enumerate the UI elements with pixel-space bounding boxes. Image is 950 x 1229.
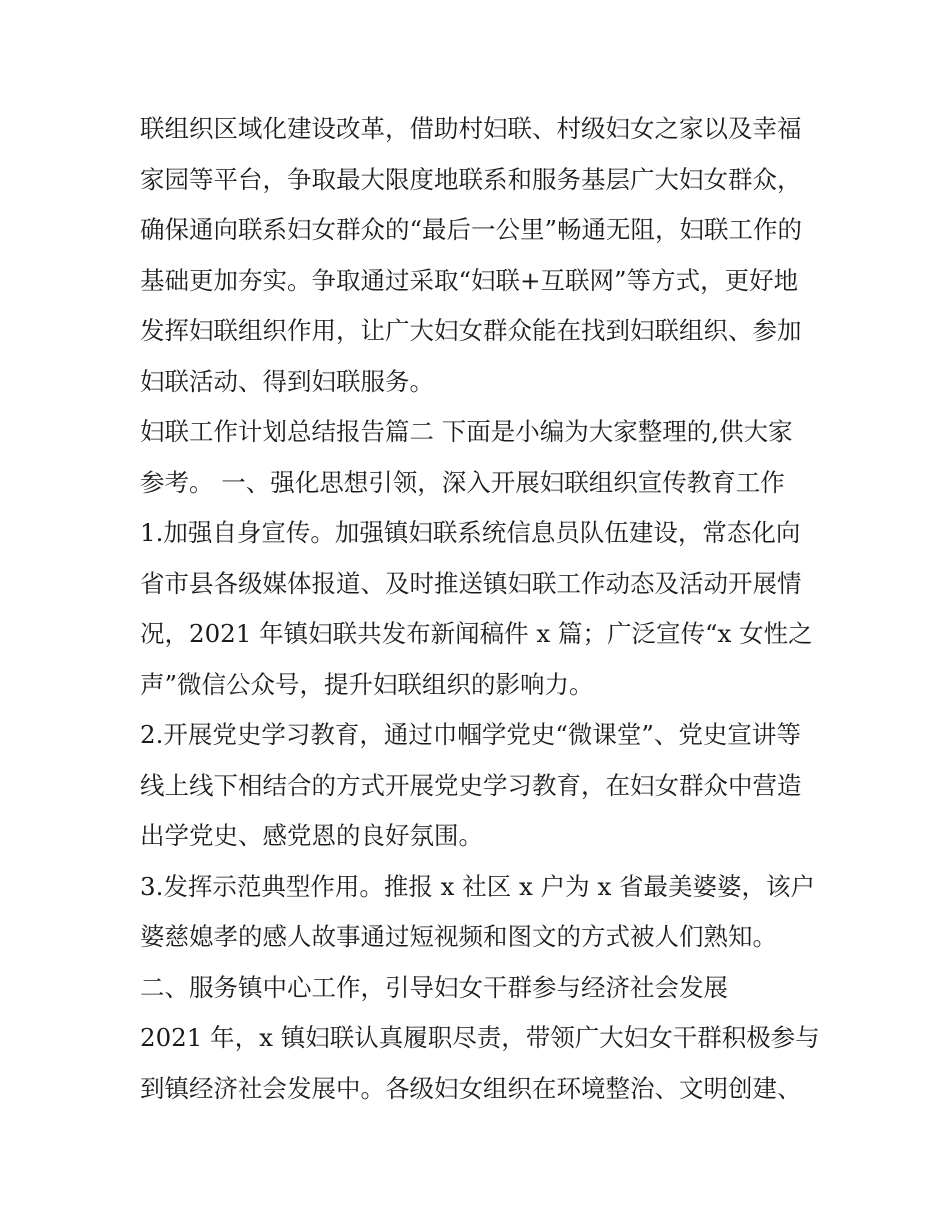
text-line: 线上线下相结合的方式开展党史学习教育，在妇女群众中营造 [140, 770, 802, 800]
text-line: 声”微信公众号，提升妇联组织的影响力。 [140, 669, 594, 699]
list-item-line: 1.加强自身宣传。加强镇妇联系统信息员队伍建设，常态化向 [140, 518, 801, 547]
text-line: 发挥妇联组织作用，让广大妇女群众能在找到妇联组织、参加 [140, 316, 802, 345]
text-line: 联组织区域化建设改革，借助村妇联、村级妇女之家以及幸福 [140, 114, 802, 143]
list-item-line: 2.开展党史学习教育，通过巾帼学党史“微课堂”、党史宣讲等 [140, 720, 801, 749]
text-line: 基础更加夯实。争取通过采取“妇联+互联网”等方式，更好地 [140, 265, 799, 295]
document-body [140, 104, 820, 1114]
section-heading-line: 二、服务镇中心工作，引导妇女干群参与经济社会发展 [140, 972, 728, 1002]
text-line: 家园等平台，争取最大限度地联系和服务基层广大妇女群众， [140, 164, 802, 194]
text-line: 省市县各级媒体报道、及时推送镇妇联工作动态及活动开展情 [140, 568, 802, 598]
text-line: 到镇经济社会发展中。各级妇女组织在环境整治、文明创建、 [140, 1073, 802, 1103]
text-line: 况，2021 年镇妇联共发布新闻稿件 x 篇；广泛宣传“x 女性之 [140, 619, 813, 648]
text-line: 婆慈媳孝的感人故事通过短视频和图文的方式被人们熟知。 [140, 922, 777, 951]
section-heading-line: 妇联工作计划总结报告篇二 下面是小编为大家整理的,供大家 [140, 417, 793, 446]
list-item-line: 3.发挥示范典型作用。推报 x 社区 x 户为 x 省最美婆婆，该户 [140, 871, 816, 901]
text-line: 出学党史、感党恩的良好氛围。 [140, 821, 483, 850]
text-line: 参考。 一、强化思想引领，深入开展妇联组织宣传教育工作 [140, 467, 785, 497]
text-line: 2021 年，x 镇妇联认真履职尽责，带领广大妇女干群积极参与 [140, 1023, 820, 1052]
text-line: 确保通向联系妇女群众的“最后一公里”畅通无阻，妇联工作的 [140, 215, 803, 244]
text-line: 妇联活动、得到妇联服务。 [140, 366, 434, 396]
